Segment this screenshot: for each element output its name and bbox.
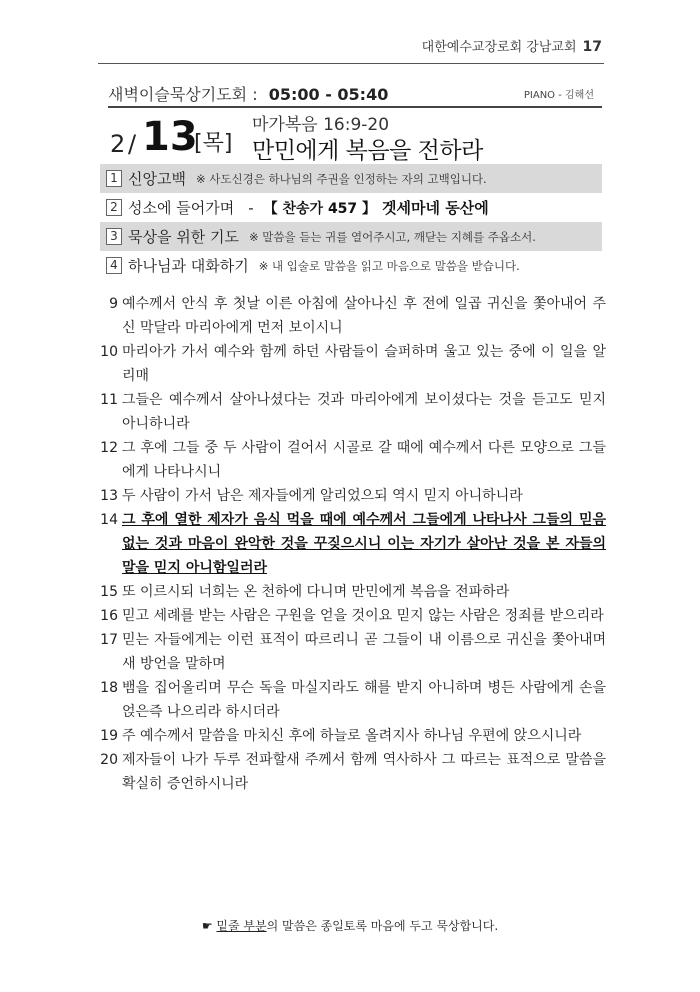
footer-text: 의 말씀은 종일토록 마음에 두고 묵상합니다. xyxy=(266,919,499,933)
date-month: 2 xyxy=(110,130,126,158)
verse-number: 12 xyxy=(100,440,118,456)
hymn-number: 【 찬송가 457 】 xyxy=(263,200,377,217)
verse-number: 19 xyxy=(100,728,118,744)
step-number: 2 xyxy=(106,199,122,216)
verse xyxy=(96,484,606,508)
verse xyxy=(96,388,606,436)
step-name: 묵상을 위한 기도 xyxy=(128,228,239,246)
verse-number: 13 xyxy=(100,488,118,504)
scripture-verses xyxy=(96,292,606,796)
hymn-title: 겟세마네 동산에 xyxy=(382,199,489,217)
step-prayer xyxy=(100,222,602,251)
step-note: ※ 말씀을 듣는 귀를 열어주시고, 깨닫는 지혜를 주옵소서. xyxy=(248,229,536,244)
verse xyxy=(96,580,606,604)
verse xyxy=(96,676,606,724)
step-creed xyxy=(100,164,602,193)
verse-text: 주 예수께서 말씀을 마치신 후에 하늘로 올려지사 하나님 우편에 앉으시니라 xyxy=(122,728,582,744)
footer-note xyxy=(0,917,700,934)
verse-number: 17 xyxy=(100,632,118,648)
verse-number: 10 xyxy=(100,344,118,360)
service-time: 05:00 - 05:40 xyxy=(268,85,389,104)
service-info xyxy=(108,82,602,108)
step-entering xyxy=(100,193,602,222)
step-name: 하나님과 대화하기 xyxy=(128,257,249,275)
page-number: 17 xyxy=(582,39,602,55)
step-note: ※ 내 입술로 말씀을 읽고 마음으로 말씀을 받습니다. xyxy=(258,258,520,273)
step-number: 1 xyxy=(106,170,122,187)
step-name: 신앙고백 xyxy=(128,170,186,188)
step-note: ※ 사도신경은 하나님의 주권을 인정하는 자의 고백입니다. xyxy=(195,171,487,186)
step-name: 성소에 들어가며 xyxy=(128,199,235,217)
worship-steps xyxy=(100,164,602,280)
verse-text: 그들은 예수께서 살아나셨다는 것과 마리아에게 보이셨다는 것을 듣고도 믿지 아니하니라 xyxy=(122,392,606,432)
verse-number: 18 xyxy=(100,680,118,696)
date-separator: / xyxy=(128,130,137,158)
step-dialogue xyxy=(100,251,602,280)
verse-text: 뱀을 집어올리며 무슨 독을 마실지라도 해를 받지 아니하며 병든 사람에게 손을 얹은즉 나으리라 하시더라 xyxy=(122,680,606,720)
step-number: 3 xyxy=(106,228,122,245)
step-dash: - xyxy=(248,198,254,217)
church-name: 대한예수교장로회 강남교회 xyxy=(421,40,577,55)
pointing-hand-icon: ☛ xyxy=(201,919,213,933)
sermon-title: 만민에게 복음을 전하라 xyxy=(252,138,483,164)
verse-text: 예수께서 안식 후 첫날 이른 아침에 살아나신 후 전에 일곱 귀신을 쫓아내어 주신 막달라 마리아에게 먼저 보이시니 xyxy=(122,296,606,336)
verse-number: 20 xyxy=(100,752,118,768)
page-header xyxy=(422,36,602,55)
verse-number: 14 xyxy=(100,512,118,528)
header-divider xyxy=(98,63,604,64)
verse xyxy=(96,724,606,748)
date-day: 13 xyxy=(142,114,198,160)
verse xyxy=(96,292,606,340)
verse-text: 또 이르시되 너희는 온 천하에 다니며 만민에게 복음을 전파하라 xyxy=(122,584,510,600)
verse-number: 16 xyxy=(100,608,118,624)
verse-text: 두 사람이 가서 남은 제자들에게 알리었으되 역시 믿지 아니하니라 xyxy=(122,488,523,504)
verse-text-underlined: 그 후에 열한 제자가 음식 먹을 때에 예수께서 그들에게 나타나사 그들의 믿음 없는 것과 마음이 완악한 것을 꾸짖으시니 이는 자기가 살아난 것을 본 자들의 말을 믿지 아니함일러라 xyxy=(122,512,606,576)
verse xyxy=(96,628,606,676)
piano-credit: PIANO - 김해선 xyxy=(523,90,594,101)
verse xyxy=(96,604,606,628)
verse-text: 믿고 세례를 받는 사람은 구원을 얻을 것이요 믿지 않는 사람은 정죄를 받으리라 xyxy=(122,608,604,624)
date-weekday: [목] xyxy=(194,131,233,156)
service-label: 새벽이슬묵상기도회 : xyxy=(108,85,258,104)
verse xyxy=(96,436,606,484)
verse xyxy=(96,340,606,388)
verse-text: 믿는 자들에게는 이런 표적이 따르리니 곧 그들이 내 이름으로 귀신을 쫓아내며 새 방언을 말하며 xyxy=(122,632,606,672)
verse-number: 15 xyxy=(100,584,118,600)
verse-text: 마리아가 가서 예수와 함께 하던 사람들이 슬퍼하며 울고 있는 중에 이 일을 알리매 xyxy=(122,344,606,384)
verse xyxy=(96,748,606,796)
verse-text: 제자들이 나가 두루 전파할새 주께서 함께 역사하사 그 따르는 표적으로 말씀을 확실히 증언하시니라 xyxy=(122,752,606,792)
footer-underlined-text: 밑줄 부분 xyxy=(216,919,267,933)
scripture-reference: 마가복음 16:9-20 xyxy=(252,115,390,135)
verse-text: 그 후에 그들 중 두 사람이 걸어서 시골로 갈 때에 예수께서 다른 모양으로 그들에게 나타나시니 xyxy=(122,440,606,480)
verse-highlighted xyxy=(96,508,606,580)
step-number: 4 xyxy=(106,257,122,274)
verse-number: 9 xyxy=(109,296,118,312)
verse-number: 11 xyxy=(100,392,118,408)
